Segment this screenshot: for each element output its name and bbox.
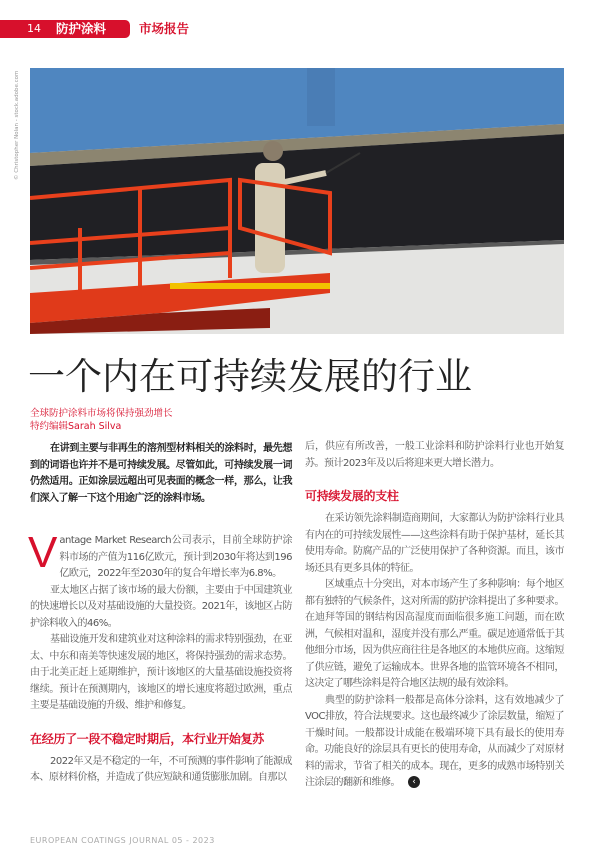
paragraph-7-block	[305, 693, 564, 792]
paragraph-1-text: antage Market Research公司表示，目前全球防护涂料市场的产值为116亿欧元，预计到2030年将达到196亿欧元，2022年至2030年的复合年增长率为6.8%。	[59, 535, 292, 579]
paragraph-4a: 2022年又是不稳定的一年，不可预测的事件影响了能源成本、原材料价格，并造成了供应短缺和通货膨胀加剧。自那以	[30, 755, 292, 783]
section-heading-sustainability: 可持续发展的支柱	[305, 489, 399, 503]
article-subtitle: 全球防护涂料市场将保持强劲增长	[30, 408, 173, 419]
paragraph-3: 基础设施开发和建筑业对这种涂料的需求特别强劲，在亚太、中东和南美等快速发展的地区，将保持强劲的需求态势。由于北美正赶上延期维护，预计该地区的大量基础设施投资将继续。预计在预测期内，该地区的增长速度将超过欧洲，重点主要是基础设施的升级、维护和修复。	[30, 634, 292, 711]
intro-paragraph: 在讲到主要与非再生的溶剂型材料相关的涂料时，最先想到的词语也许并不是可持续发展。尽管如此，可持续发展一词仍然适用。正如涂层远超出可见表面的概念一样，那么，让我们深入了解一下这个用途广泛的涂料市场。	[30, 443, 292, 504]
paragraph-1	[28, 528, 292, 583]
article-title: 一个内在可持续发展的行业	[28, 355, 472, 398]
paragraph-5: 在采访领先涂料制造商期间，大家都认为防护涂料行业具有内在的可持续发展性——这些涂料有助于保护基材，延长其使用寿命。防腐产品的广泛使用保护了各种资源。而且，该市场还具有更多具体的特征。	[305, 513, 564, 574]
article-photo	[30, 68, 564, 334]
paragraph-7: 典型的防护涂料一般都是高体分涂料，这有效地减少了VOC排放，符合法规要求。这也最终减少了涂层数量，缩短了干燥时间。一般都设计成能在极端环境下具有最长的使用寿命。功能良好的涂层具有更长的使用寿命，从而减少了对原材料的需求，节省了相关的成本。现在，更多的成熟市场特别关注涂层的翻新和维修。	[305, 694, 564, 788]
article-intro	[30, 441, 292, 507]
category-label: 市场报告	[139, 21, 190, 36]
section-heading-recovery: 在经历了一段不稳定时期后，本行业开始复苏	[30, 731, 265, 746]
paragraph-6: 区域重点十分突出，对本市场产生了多种影响：每个地区都有独特的气候条件，这对所需的防护涂料提出了多种要求。在迪拜等国的钢结构因高湿度而面临很多施工问题，而在欧洲，气候相对温和，湿度并没有那么严重。碳足迹通常低于其他细分市场，因为供应商往往是各地区的本地供应商。这缩短了供应链，避免了运输成本。世界各地的监管环境各不相同，这决定了哪些涂料是符合地区法规的最有效涂料。	[305, 579, 564, 689]
left-column	[28, 528, 292, 787]
photo-credit: © Christopher Nolan - stock.adobe.com	[14, 70, 20, 180]
chevron-left-circle-icon: ‹	[408, 776, 420, 788]
paragraph-2: 亚太地区占据了该市场的最大份额，主要由于中国建筑业的快速增长以及对基础设施的大量投资。2021年，该地区占防护涂料收入的46%。	[30, 584, 292, 629]
drop-cap: V	[28, 528, 58, 577]
article-author: 特约编辑Sarah Silva	[30, 421, 122, 432]
paragraph-4b: 后，供应有所改善，一般工业涂料和防护涂料行业也开始复苏。预计2023年及以后将迎来更大增长潜力。	[305, 441, 564, 469]
right-column	[305, 439, 564, 792]
footer-journal: EUROPEAN COATINGS JOURNAL 05 - 2023	[30, 836, 215, 845]
page-number: 14	[27, 22, 41, 35]
section-label: 防护涂料	[56, 21, 107, 36]
